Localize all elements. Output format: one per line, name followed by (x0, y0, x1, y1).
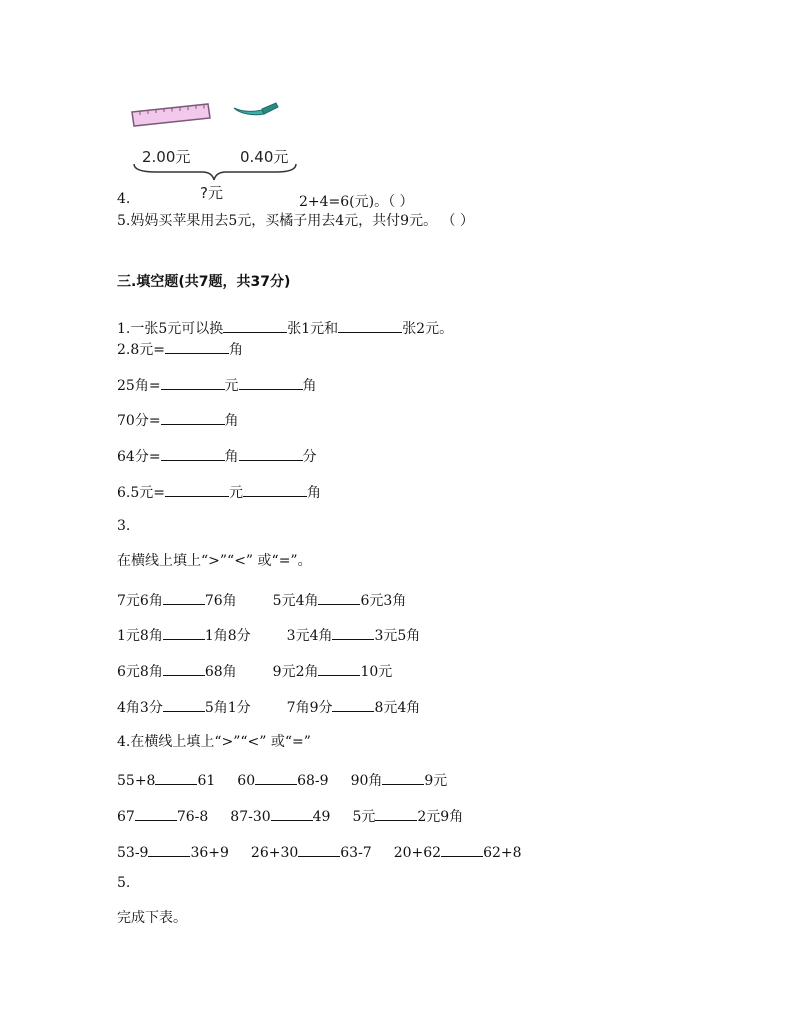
fill2-row-2 (117, 375, 317, 395)
compare-row (117, 806, 463, 826)
fill5-instruction: 完成下表。 (117, 910, 187, 926)
fill1-text-b: 张1元和 (287, 321, 339, 337)
fill3-number: 3. (117, 518, 131, 534)
fill2-unit: 角 (224, 449, 239, 465)
answer-blank[interactable] (161, 446, 225, 461)
answer-blank[interactable] (298, 842, 340, 857)
section-title: 三.填空题(共7题，共37分) (117, 274, 291, 290)
q4-number: 4. (117, 191, 131, 207)
answer-blank[interactable] (161, 375, 225, 390)
answer-blank[interactable] (441, 842, 483, 857)
answer-blank[interactable] (239, 375, 303, 390)
fill2-unit: 角 (224, 413, 239, 429)
fill2-text: 64分= (117, 449, 161, 465)
compare-right: 62+8 (483, 845, 522, 861)
fill1-text-c: 张2元。 (402, 321, 454, 337)
fill3-instruction: 在横线上填上“>”“<” 或“=”。 (117, 553, 312, 569)
answer-blank[interactable] (161, 410, 225, 425)
answer-blank[interactable] (332, 625, 374, 640)
compare-row (117, 625, 420, 645)
compare-left: 5元4角 (272, 593, 319, 609)
answer-blank[interactable] (163, 625, 205, 640)
compare-left: 5元 (352, 809, 376, 825)
total-price-label: ?元 (200, 184, 223, 202)
fill1-row (117, 318, 453, 338)
compare-left: 20+62 (393, 845, 442, 861)
compare-right: 1角8分 (204, 628, 251, 644)
compare-row (117, 661, 392, 681)
compare-row (117, 770, 447, 790)
compare-left: 53-9 (117, 845, 149, 861)
answer-blank[interactable] (223, 318, 287, 333)
fill2-text: 25角= (117, 378, 161, 394)
compare-right: 63-7 (340, 845, 372, 861)
compare-left: 87-30 (230, 809, 271, 825)
compare-left: 3元4角 (286, 628, 333, 644)
fill2-text: 2.8元= (117, 342, 165, 358)
fill2-row-4 (117, 446, 317, 466)
fill2-unit: 分 (302, 449, 317, 465)
answer-blank[interactable] (148, 842, 190, 857)
compare-right: 36+9 (190, 845, 229, 861)
knife-price-label: 0.40元 (240, 148, 289, 166)
compare-right: 10元 (360, 664, 393, 680)
compare-row (117, 697, 420, 717)
q5-text: 5.妈妈买苹果用去5元，买橘子用去4元，共付9元。 （ ） (117, 213, 474, 229)
answer-blank[interactable] (375, 806, 417, 821)
compare-right: 6元3角 (360, 593, 407, 609)
fill2-unit: 角 (307, 485, 321, 501)
answer-blank[interactable] (155, 770, 197, 785)
compare-left: 9元2角 (272, 664, 319, 680)
ruler-icon (132, 104, 210, 126)
answer-blank[interactable] (382, 770, 424, 785)
fill2-row-1 (117, 339, 243, 359)
fill1-text-a: 1.一张5元可以换 (117, 321, 224, 337)
compare-left: 4角3分 (117, 700, 163, 716)
compare-right: 5角1分 (204, 700, 251, 716)
fill2-unit: 元 (224, 378, 239, 394)
fill2-unit: 角 (229, 342, 243, 358)
fill2-unit: 元 (229, 485, 243, 501)
answer-blank[interactable] (163, 590, 205, 605)
compare-right: 76-8 (176, 809, 209, 825)
fill2-text: 6.5元= (117, 485, 165, 501)
fill2-unit: 角 (302, 378, 317, 394)
compare-left: 6元8角 (117, 664, 163, 680)
answer-blank[interactable] (135, 806, 177, 821)
compare-right: 2元9角 (417, 809, 464, 825)
answer-blank[interactable] (163, 697, 205, 712)
compare-right: 68角 (204, 664, 237, 680)
answer-blank[interactable] (271, 806, 313, 821)
compare-right: 76角 (204, 593, 237, 609)
compare-left: 90角 (350, 773, 383, 789)
compare-left: 60 (237, 773, 256, 789)
knife-icon (234, 103, 278, 115)
q4-figure (126, 92, 302, 202)
compare-right: 49 (312, 809, 331, 825)
answer-blank[interactable] (239, 446, 303, 461)
answer-blank[interactable] (318, 661, 360, 676)
answer-blank[interactable] (332, 697, 374, 712)
fill2-text: 70分= (117, 413, 161, 429)
compare-row (117, 842, 522, 862)
compare-left: 7角9分 (286, 700, 333, 716)
answer-blank[interactable] (338, 318, 402, 333)
answer-blank[interactable] (163, 661, 205, 676)
fill2-row-5 (117, 482, 321, 502)
compare-left: 1元8角 (117, 628, 163, 644)
compare-right: 68-9 (297, 773, 329, 789)
answer-blank[interactable] (243, 482, 307, 497)
ruler-price-label: 2.00元 (142, 148, 191, 166)
compare-right: 61 (197, 773, 216, 789)
answer-blank[interactable] (165, 339, 229, 354)
compare-right: 3元5角 (374, 628, 421, 644)
compare-left: 7元6角 (117, 593, 163, 609)
answer-blank[interactable] (318, 590, 360, 605)
fill5-number: 5. (117, 875, 131, 891)
compare-left: 26+30 (250, 845, 299, 861)
fill4-instruction: 4.在横线上填上“>”“<” 或“=” (117, 734, 311, 750)
q4-text: 2+4=6(元)。（ ） (299, 194, 414, 210)
compare-left: 55+8 (117, 773, 156, 789)
answer-blank[interactable] (255, 770, 297, 785)
compare-row (117, 590, 406, 610)
compare-left: 67 (117, 809, 135, 825)
compare-right: 8元4角 (374, 700, 421, 716)
fill2-row-3 (117, 410, 239, 430)
answer-blank[interactable] (165, 482, 229, 497)
compare-right: 9元 (424, 773, 448, 789)
